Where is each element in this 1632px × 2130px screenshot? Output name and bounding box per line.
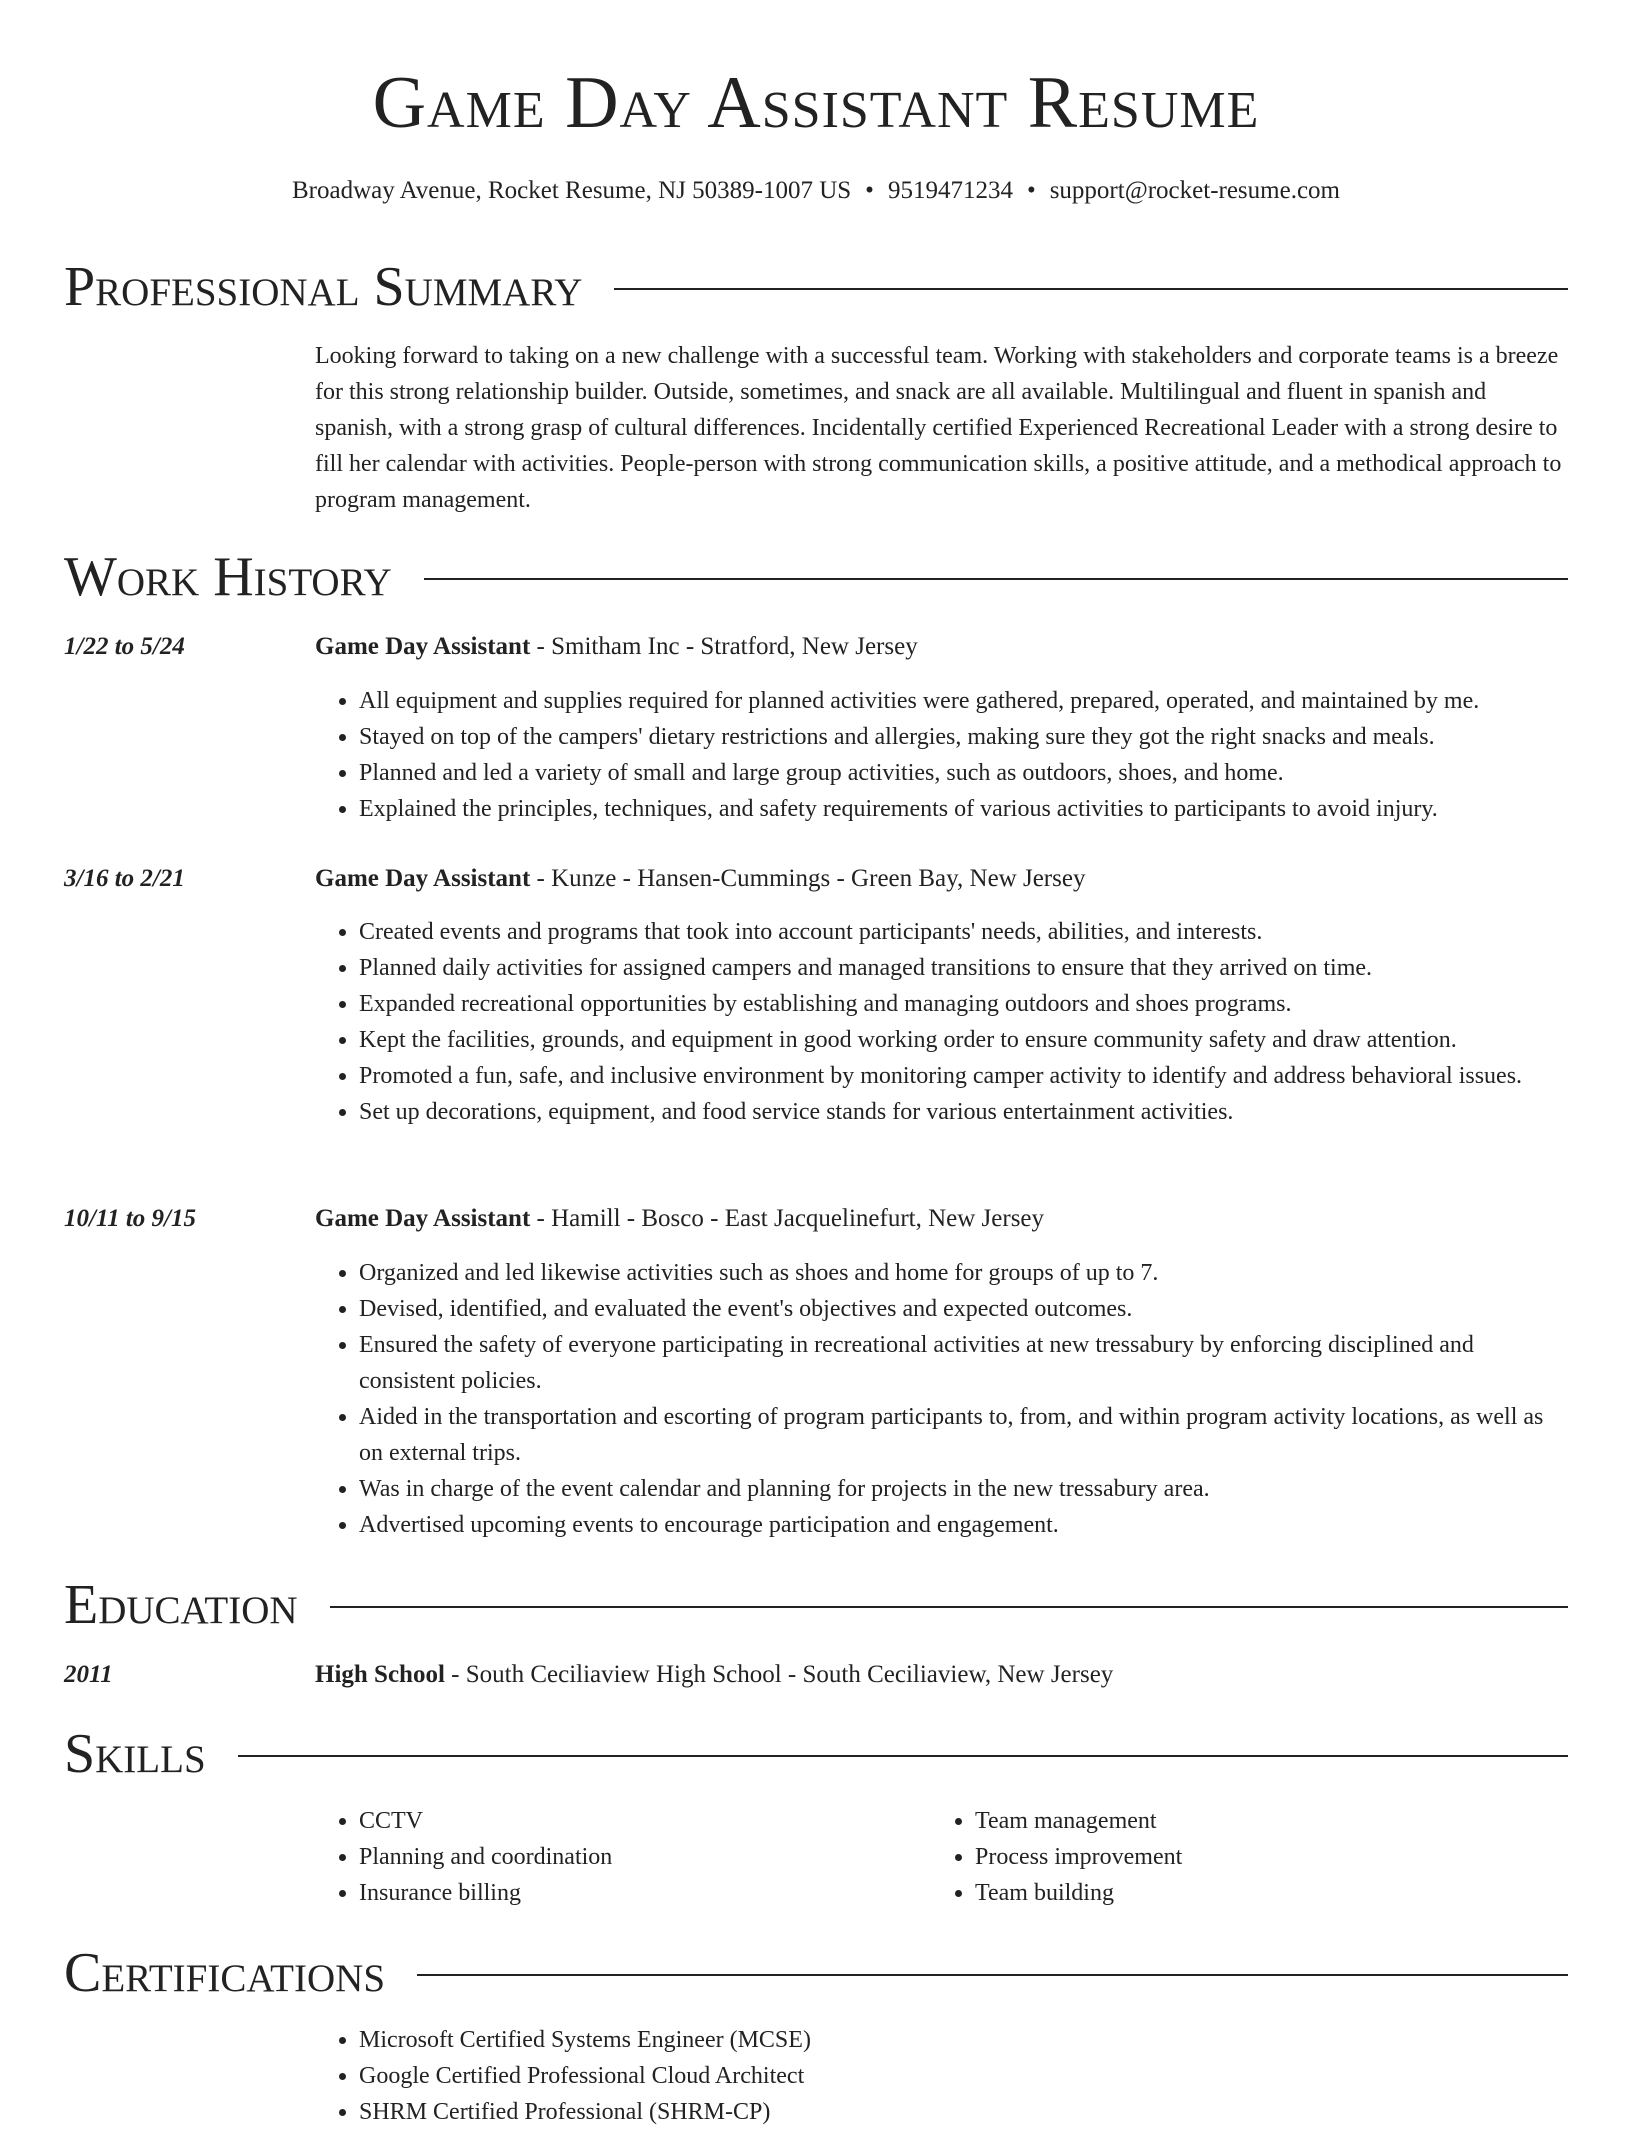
section-work-history xyxy=(64,544,1568,610)
list-item: • Planned daily activities for assigned campers and managed transitions to ensure that they arrived on time. xyxy=(359,950,1569,986)
section-certifications xyxy=(64,1940,1568,2006)
list-item: • Expanded recreational opportunities by establishing and managing outdoors and shoes programs. xyxy=(359,986,1569,1022)
section-divider xyxy=(417,1974,1568,1976)
section-heading: Work History xyxy=(64,546,392,608)
job-details: - Kunze - Hansen-Cummings - Green Bay, New Jersey xyxy=(530,865,1086,892)
education-degree: High School xyxy=(315,1661,445,1688)
education-year: 2011 xyxy=(64,1661,113,1688)
contact-separator: • xyxy=(1026,177,1036,204)
skill-item: • Planning and coordination xyxy=(359,1839,875,1875)
list-item: • All equipment and supplies required for planned activities were gathered, prepared, operated, and maintained by me. xyxy=(359,683,1569,719)
list-item: • Set up decorations, equipment, and food service stands for various entertainment activities. xyxy=(359,1094,1569,1130)
job-title-line xyxy=(315,861,1569,897)
skill-item: • CCTV xyxy=(359,1803,875,1839)
section-heading: Education xyxy=(64,1574,298,1636)
job-title-line xyxy=(315,629,1569,665)
list-item: • Advertised upcoming events to encourage participation and engagement. xyxy=(359,1507,1569,1543)
list-item: • Planned and led a variety of small and large group activities, such as outdoors, shoes, and home. xyxy=(359,755,1569,791)
skill-item: • Team management xyxy=(975,1803,1491,1839)
resume-title: Game Day Assistant Resume xyxy=(372,62,1260,144)
list-item: • Aided in the transportation and escorting of program participants to, from, and within program activity locations, as well as on external trips. xyxy=(359,1399,1569,1471)
job-role: Game Day Assistant xyxy=(315,865,531,892)
job-details: - Smitham Inc - Stratford, New Jersey xyxy=(530,633,918,660)
skill-item: • Insurance billing xyxy=(359,1875,875,1911)
job-bullets xyxy=(315,683,1569,827)
job-title-line xyxy=(315,1201,1569,1237)
section-heading: Professional Summary xyxy=(64,256,583,318)
job-bullets xyxy=(315,914,1569,1130)
job-dates: 3/16 to 2/21 xyxy=(64,865,185,892)
contact-line xyxy=(0,174,1632,208)
section-divider xyxy=(238,1755,1568,1757)
certification-item: • SHRM Certified Professional (SHRM-CP) xyxy=(359,2094,1569,2130)
summary-text: Looking forward to taking on a new challenge with a successful team. Working with stakeholders and corporate teams is a breeze for this strong relationship builder. Outside, sometimes, and snack are all available. Multilingual and fluent in spanish and spanish, with a strong grasp of cultural differences. Incidentally certified Experienced Recreational Leader with a strong desire to fill her calendar with activities. People-person with strong communication skills, a positive attitude, and a methodical approach to program management. xyxy=(315,343,1562,513)
certification-item: • Google Certified Professional Cloud Architect xyxy=(359,2058,1569,2094)
skills-list-right xyxy=(931,1803,1491,1911)
job-bullets xyxy=(315,1255,1569,1543)
section-heading: Certifications xyxy=(64,1942,386,2004)
skill-item: • Team building xyxy=(975,1875,1491,1911)
job-role: Game Day Assistant xyxy=(315,633,531,660)
list-item: • Kept the facilities, grounds, and equipment in good working order to ensure community safety and draw attention. xyxy=(359,1022,1569,1058)
list-item: • Promoted a fun, safe, and inclusive environment by monitoring camper activity to identify and address behavioral issues. xyxy=(359,1058,1569,1094)
job-dates: 10/11 to 9/15 xyxy=(64,1205,196,1232)
list-item: • Ensured the safety of everyone participating in recreational activities at new tressabury by enforcing disciplined and consistent policies. xyxy=(359,1327,1569,1399)
skills-list-left xyxy=(315,1803,875,1911)
education-details: - South Ceciliaview High School - South Ceciliaview, New Jersey xyxy=(444,1661,1114,1688)
job-dates: 1/22 to 5/24 xyxy=(64,633,185,660)
education-line xyxy=(315,1657,1569,1693)
section-divider xyxy=(424,578,1568,580)
contact-separator: • xyxy=(865,177,874,204)
certifications-list xyxy=(315,2022,1569,2130)
contact-address: Broadway Avenue, Rocket Resume, NJ 50389-1007 US xyxy=(291,177,852,204)
section-education xyxy=(64,1572,1568,1638)
list-item: • Was in charge of the event calendar and planning for projects in the new tressabury area. xyxy=(359,1471,1569,1507)
skill-item: • Process improvement xyxy=(975,1839,1491,1875)
contact-email[interactable]: support@rocket-resume.com xyxy=(1049,177,1340,204)
section-professional-summary xyxy=(64,254,1568,320)
job-details: - Hamill - Bosco - East Jacquelinefurt, New Jersey xyxy=(530,1205,1045,1232)
list-item: • Devised, identified, and evaluated the event's objectives and expected outcomes. xyxy=(359,1291,1569,1327)
contact-phone: 9519471234 xyxy=(887,177,1013,204)
job-role: Game Day Assistant xyxy=(315,1205,531,1232)
certification-item: • Microsoft Certified Systems Engineer (MCSE) xyxy=(359,2022,1569,2058)
section-divider xyxy=(330,1606,1568,1608)
list-item: • Explained the principles, techniques, and safety requirements of various activities to participants to avoid injury. xyxy=(359,791,1569,827)
section-skills xyxy=(64,1721,1568,1787)
list-item: • Created events and programs that took into account participants' needs, abilities, and interests. xyxy=(359,914,1569,950)
section-divider xyxy=(614,288,1568,290)
section-heading: Skills xyxy=(64,1723,206,1785)
list-item: • Stayed on top of the campers' dietary restrictions and allergies, making sure they got the right snacks and meals. xyxy=(359,719,1569,755)
list-item: • Organized and led likewise activities such as shoes and home for groups of up to 7. xyxy=(359,1255,1569,1291)
